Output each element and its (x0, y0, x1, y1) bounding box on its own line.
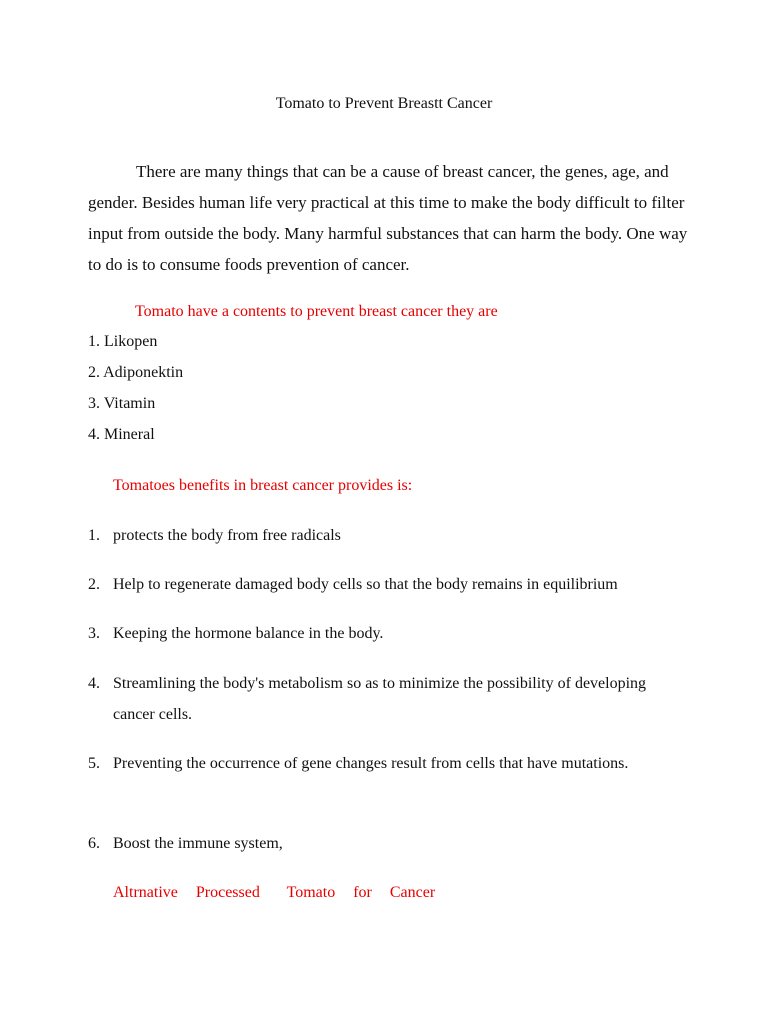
benefit-number: 5. (88, 755, 100, 772)
benefit-text: Streamlining the body's metabolism so as to minimize the possibility of developing cancer cells. (113, 675, 647, 723)
benefit-number: 6. (88, 835, 100, 852)
contents-item: 3. Vitamin (88, 395, 156, 412)
benefit-text: protects the body from free radicals (113, 527, 341, 544)
contents-list (88, 332, 183, 456)
benefit-text: Preventing the occurrence of gene changes result from cells that have mutations. (113, 755, 629, 772)
contents-item: 2. Adiponektin (88, 364, 184, 381)
contents-item: 1. Likopen (88, 333, 158, 350)
alternative-heading: Altrnative Processed Tomato for Cancer (113, 884, 436, 901)
benefit-number: 2. (88, 576, 100, 593)
benefits-heading: Tomatoes benefits in breast cancer provides is: (113, 477, 413, 494)
benefit-number: 3. (88, 625, 100, 642)
benefit-text: Boost the immune system, (113, 835, 283, 852)
benefit-item (88, 828, 698, 859)
contents-heading: Tomato have a contents to prevent breast cancer they are (135, 303, 498, 320)
benefit-item (88, 668, 648, 730)
benefit-item (88, 748, 638, 779)
document-title: Tomato to Prevent Breastt Cancer (275, 95, 493, 112)
benefit-text: Keeping the hormone balance in the body. (113, 625, 384, 642)
contents-item: 4. Mineral (88, 426, 155, 443)
benefit-item (88, 569, 698, 600)
benefit-item (88, 520, 698, 551)
benefit-item (88, 618, 698, 649)
benefit-number: 4. (88, 675, 100, 692)
intro-paragraph: There are many things that can be a cause of breast cancer, the genes, age, and gender. Besides human life very practical at this time to make the body difficult to filter input from outside the body. Many harmful substances that can harm the body. One way to do is to consume foods prevention of cancer. (88, 162, 688, 274)
benefit-text: Help to regenerate damaged body cells so that the body remains in equilibrium (113, 576, 618, 593)
benefit-number: 1. (88, 527, 100, 544)
